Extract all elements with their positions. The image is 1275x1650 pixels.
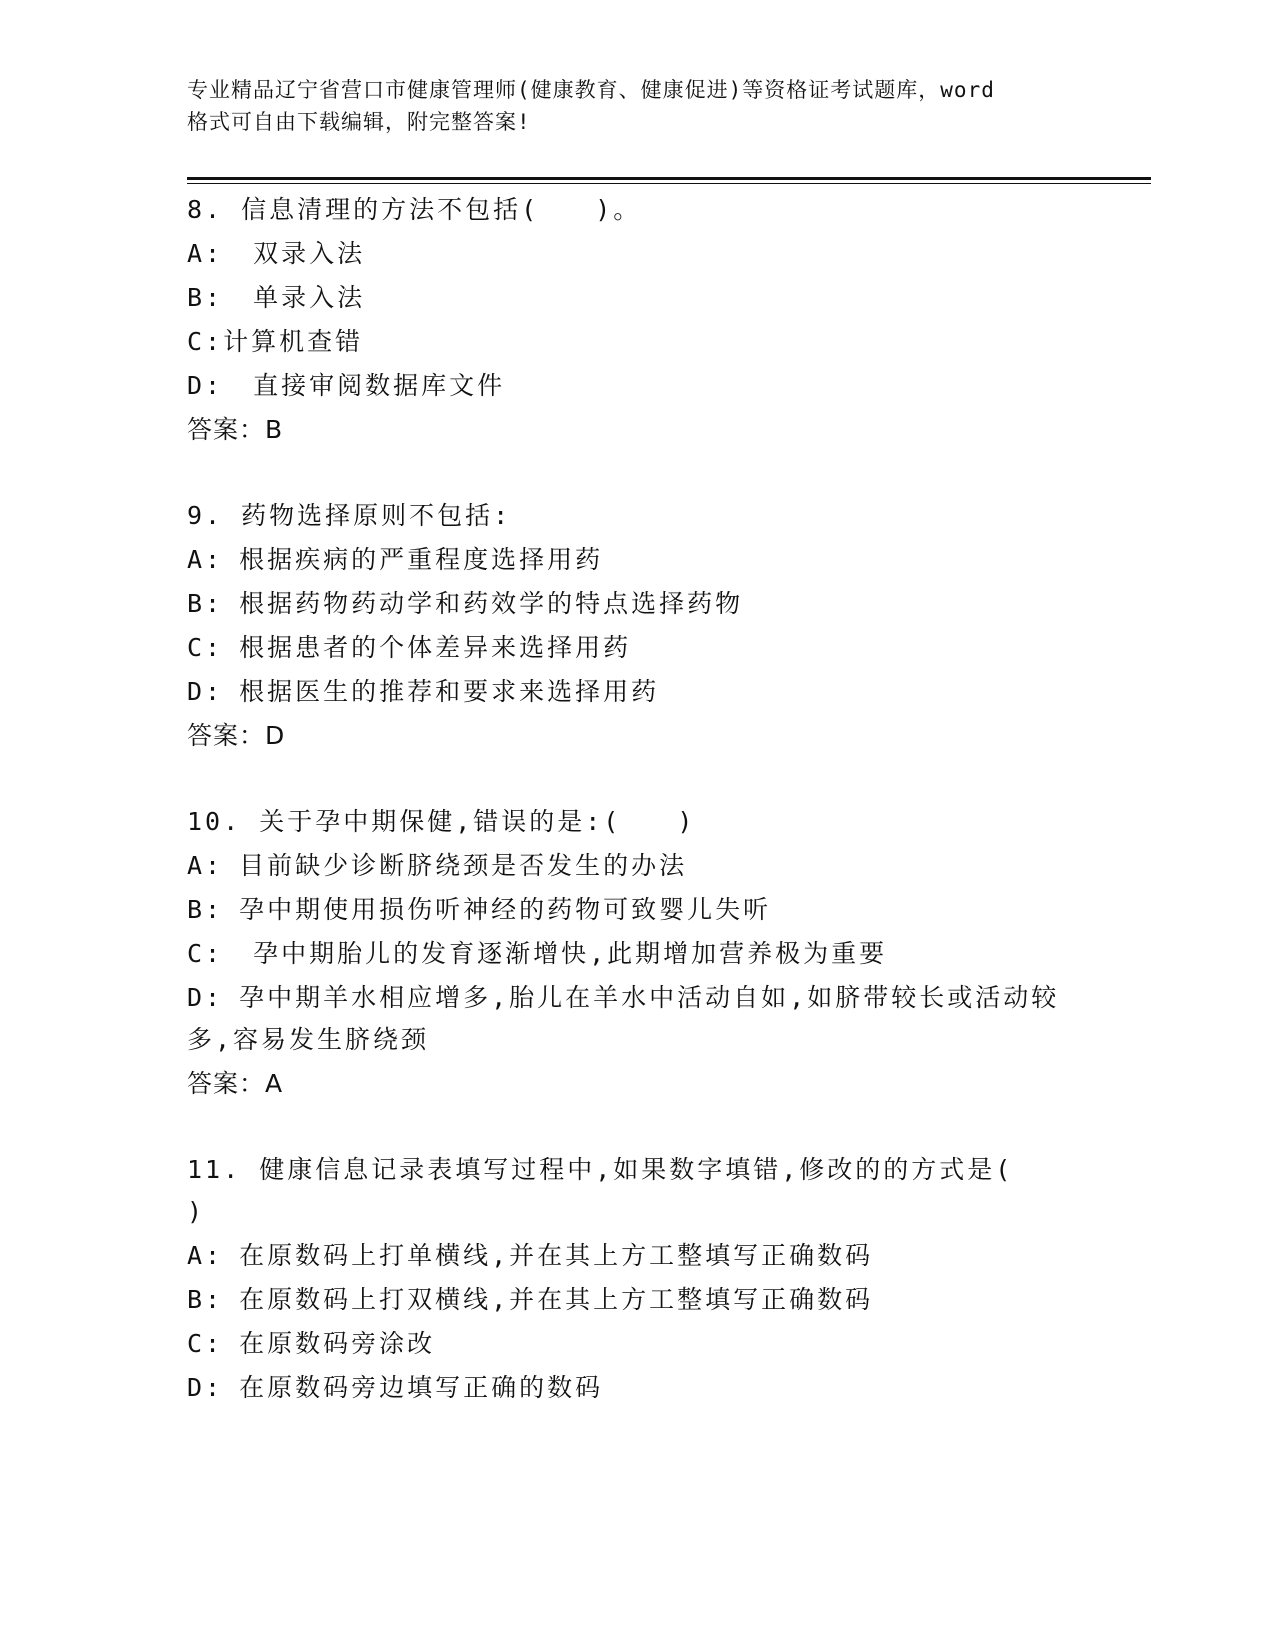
question-11-option-b [187,1284,873,1316]
option-text: 根据疾病的严重程度选择用药 [239,545,604,574]
question-11-option-a [187,1240,873,1272]
option-text: 单录入法 [253,283,366,312]
option-text: 在原数码旁边填写正确的数码 [239,1373,604,1402]
header-line-2: 格式可自由下载编辑，附完整答案! [187,110,531,134]
question-10-option-d-continuation: 多,容易发生脐绕颈 [187,1025,430,1054]
header-divider-thick [187,177,1151,180]
option-text: 孕中期胎儿的发育逐渐增快,此期增加营养极为重要 [253,939,888,968]
question-10-option-a [187,850,687,882]
question-11-stem-continuation: ) [187,1197,206,1226]
option-text: 根据患者的个体差异来选择用药 [239,633,632,662]
question-10-option-c [187,938,887,970]
question-9-option-c [187,632,631,664]
option-key: C: [187,1329,224,1358]
option-text: 根据药物药动学和药效学的特点选择药物 [239,589,744,618]
question-8-answer: 答案：B [187,415,284,444]
question-8-option-d [187,370,505,402]
option-text: 目前缺少诊断脐绕颈是否发生的办法 [239,851,688,880]
option-key: C: [187,327,224,356]
option-text: 在原数码上打单横线,并在其上方工整填写正确数码 [239,1241,874,1270]
question-10-option-b [187,894,771,926]
option-key: A: [187,851,224,880]
question-10-stem: 10. 关于孕中期保健,错误的是:( ) [187,807,696,836]
option-key: B: [187,1285,224,1314]
question-9-stem: 9. 药物选择原则不包括: [187,501,512,530]
option-key: D: [187,677,224,706]
option-key: B: [187,283,224,312]
option-text: 双录入法 [253,239,366,268]
option-key: B: [187,895,224,924]
header-line-1: 专业精品辽宁省营口市健康管理师(健康教育、健康促进)等资格证考试题库，word [187,78,995,102]
question-11-stem: 11. 健康信息记录表填写过程中,如果数字填错,修改的的方式是( [187,1155,1014,1184]
question-10-answer: 答案：A [187,1069,284,1098]
question-8-stem: 8. 信息清理的方法不包括( )。 [187,195,642,224]
option-key: C: [187,633,224,662]
question-11-option-d [187,1372,603,1404]
option-text: 根据医生的推荐和要求来选择用药 [239,677,660,706]
option-key: D: [187,371,224,400]
document-header [187,74,1087,138]
question-11-option-c [187,1328,435,1360]
option-text: 在原数码上打双横线,并在其上方工整填写正确数码 [239,1285,874,1314]
question-9-option-b [187,588,743,620]
question-8-option-c [187,326,363,358]
option-key: A: [187,1241,224,1270]
question-8-option-b [187,282,365,314]
header-divider-thin [187,183,1151,184]
option-text: 孕中期羊水相应增多,胎儿在羊水中活动自如,如脐带较长或活动较 [239,983,1060,1012]
option-key: D: [187,983,224,1012]
question-8-option-a [187,238,365,270]
option-key: A: [187,545,224,574]
question-9-option-a [187,544,603,576]
option-text: 在原数码旁涂改 [239,1329,436,1358]
option-key: A: [187,239,224,268]
question-10-option-d [187,982,1059,1014]
question-9-answer: 答案：D [187,721,286,750]
option-text: 计算机查错 [223,327,364,356]
option-text: 孕中期使用损伤听神经的药物可致婴儿失听 [239,895,772,924]
option-text: 直接审阅数据库文件 [253,371,506,400]
option-key: D: [187,1373,224,1402]
question-9-option-d [187,676,659,708]
option-key: C: [187,939,224,968]
option-key: B: [187,589,224,618]
